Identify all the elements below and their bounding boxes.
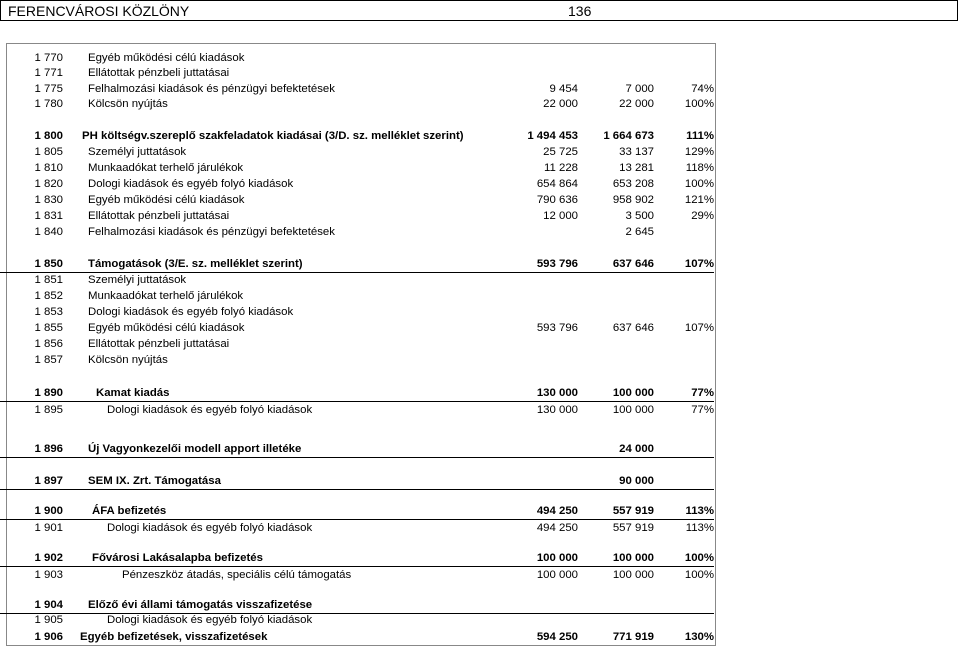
row-label: Egyéb befizetések, visszafizetések [80,631,268,643]
table-row [0,97,720,112]
row-label: Dologi kiadások és egyéb folyó kiadások [88,306,294,318]
row-label: Dologi kiadások és egyéb folyó kiadások [88,178,294,190]
row-code: 1 851 [34,274,63,286]
row-label: Személyi juttatások [88,146,187,158]
table-row [0,403,720,418]
row-label: Ellátottak pénzbeli juttatásai [88,338,230,350]
value-original: 1 494 453 [527,130,578,142]
publication-title: FERENCVÁROSI KÖZLÖNY [8,3,190,19]
value-original: 25 725 [543,146,578,158]
table-row [0,551,714,567]
table-row [0,289,720,304]
table-row [0,177,720,192]
value-percent: 118% [685,162,714,174]
value-original: 593 796 [536,258,578,270]
row-code: 1 805 [34,146,63,158]
value-modified: 7 000 [625,83,654,95]
row-code: 1 901 [34,522,63,534]
value-modified: 22 000 [619,98,654,110]
row-code: 1 903 [34,569,63,581]
row-code: 1 771 [34,67,63,79]
value-original: 594 250 [536,631,578,643]
value-percent: 77% [691,404,714,416]
row-label: Dologi kiadások és egyéb folyó kiadások [107,522,313,534]
table-row [0,337,720,352]
table-row [0,82,720,97]
row-label: Személyi juttatások [88,274,187,286]
row-code: 1 902 [34,552,63,564]
row-label: Munkaadókat terhelő járulékok [88,290,244,302]
row-label: Előző évi állami támogatás visszafizetése [88,599,313,611]
value-original: 130 000 [536,387,578,399]
value-modified: 557 919 [612,522,654,534]
value-original: 494 250 [536,505,578,517]
value-modified: 637 646 [612,322,654,334]
row-label: Új Vagyonkezelői modell apport illetéke [88,443,302,455]
row-code: 1 905 [34,614,63,626]
row-label: Dologi kiadások és egyéb folyó kiadások [107,614,313,626]
value-original: 100 000 [536,569,578,581]
value-modified: 100 000 [612,387,654,399]
value-percent: 113% [685,505,714,517]
table-row [0,161,720,176]
row-label: Kölcsön nyújtás [88,98,168,110]
table-row [0,474,714,490]
value-modified: 557 919 [612,505,654,517]
value-original: 12 000 [543,210,578,222]
value-percent: 111% [686,130,714,142]
row-code: 1 890 [34,387,63,399]
row-code: 1 895 [34,404,63,416]
value-percent: 29% [691,210,714,222]
row-code: 1 840 [34,226,63,238]
table-row [0,598,714,614]
value-percent: 130% [684,631,714,643]
value-modified: 24 000 [619,443,654,455]
row-label: Egyéb működési célú kiadások [88,52,245,64]
value-original: 100 000 [536,552,578,564]
value-percent: 107% [684,258,714,270]
row-label: Fővárosi Lakásalapba befizetés [92,552,263,564]
row-code: 1 775 [34,83,63,95]
value-percent: 100% [684,569,714,581]
table-row [0,613,720,628]
row-label: Egyéb működési célú kiadások [88,322,245,334]
row-label: SEM IX. Zrt. Támogatása [88,475,221,487]
value-modified: 771 919 [612,631,654,643]
value-original: 654 864 [536,178,578,190]
table-row [0,521,720,536]
row-code: 1 831 [34,210,63,222]
value-original: 9 454 [549,83,578,95]
row-label: Kölcsön nyújtás [88,354,168,366]
row-code: 1 810 [34,162,63,174]
value-original: 790 636 [536,194,578,206]
value-modified: 100 000 [612,552,654,564]
table-row [0,129,720,144]
table-row [0,51,720,66]
row-label: ÁFA befizetés [92,505,167,517]
row-label: Dologi kiadások és egyéb folyó kiadások [107,404,313,416]
row-label: Pénzeszköz átadás, speciális célú támogatás [122,569,352,581]
value-modified: 100 000 [612,569,654,581]
value-modified: 90 000 [619,475,654,487]
value-percent: 107% [684,322,714,334]
value-modified: 33 137 [619,146,654,158]
value-modified: 100 000 [612,404,654,416]
row-code: 1 906 [34,631,63,643]
row-code: 1 830 [34,194,63,206]
table-row [0,257,714,273]
value-original: 494 250 [536,522,578,534]
value-percent: 74% [691,83,714,95]
value-modified: 653 208 [612,178,654,190]
value-modified: 13 281 [619,162,654,174]
row-label: Munkaadókat terhelő járulékok [88,162,244,174]
row-label: Támogatások (3/E. sz. melléklet szerint) [88,258,303,270]
value-percent: 121% [684,194,714,206]
value-modified: 1 664 673 [603,130,654,142]
table-row [0,209,720,224]
value-percent: 113% [685,522,714,534]
value-modified: 3 500 [625,210,654,222]
value-modified: 637 646 [612,258,654,270]
row-code: 1 896 [34,443,63,455]
row-label: Kamat kiadás [96,387,170,399]
row-code: 1 850 [34,258,63,270]
row-label: Egyéb működési célú kiadások [88,194,245,206]
table-row [0,145,720,160]
table-row [0,225,720,240]
value-percent: 100% [684,98,714,110]
row-code: 1 853 [34,306,63,318]
row-code: 1 855 [34,322,63,334]
row-code: 1 857 [34,354,63,366]
table-row [0,386,714,402]
table-row [0,504,714,520]
row-code: 1 852 [34,290,63,302]
row-label: PH költségv.szereplő szakfeladatok kiadásai (3/D. sz. melléklet szerint) [82,130,464,142]
value-modified: 2 645 [625,226,654,238]
table-row [0,66,720,81]
row-code: 1 904 [34,599,63,611]
row-code: 1 820 [34,178,63,190]
table-row [0,305,720,320]
table-row [0,568,720,583]
table-row [0,353,720,368]
row-label: Ellátottak pénzbeli juttatásai [88,67,230,79]
row-label: Felhalmozási kiadások és pénzügyi befektetések [88,83,335,95]
value-percent: 100% [684,178,714,190]
table-row [0,321,720,336]
value-original: 130 000 [536,404,578,416]
value-modified: 958 902 [612,194,654,206]
page-number: 136 [568,3,592,19]
value-percent: 129% [684,146,714,158]
row-code: 1 780 [34,98,63,110]
value-percent: 77% [691,387,714,399]
row-code: 1 770 [34,52,63,64]
value-original: 22 000 [543,98,578,110]
value-original: 593 796 [536,322,578,334]
value-percent: 100% [684,552,714,564]
row-code: 1 897 [34,475,63,487]
value-original: 11 228 [544,162,578,174]
table-row [0,193,720,208]
table-row [0,630,720,645]
table-row [0,273,720,288]
row-label: Felhalmozási kiadások és pénzügyi befektetések [88,226,335,238]
row-label: Ellátottak pénzbeli juttatásai [88,210,230,222]
row-code: 1 856 [34,338,63,350]
row-code: 1 900 [34,505,63,517]
table-row [0,442,714,458]
row-code: 1 800 [34,130,63,142]
